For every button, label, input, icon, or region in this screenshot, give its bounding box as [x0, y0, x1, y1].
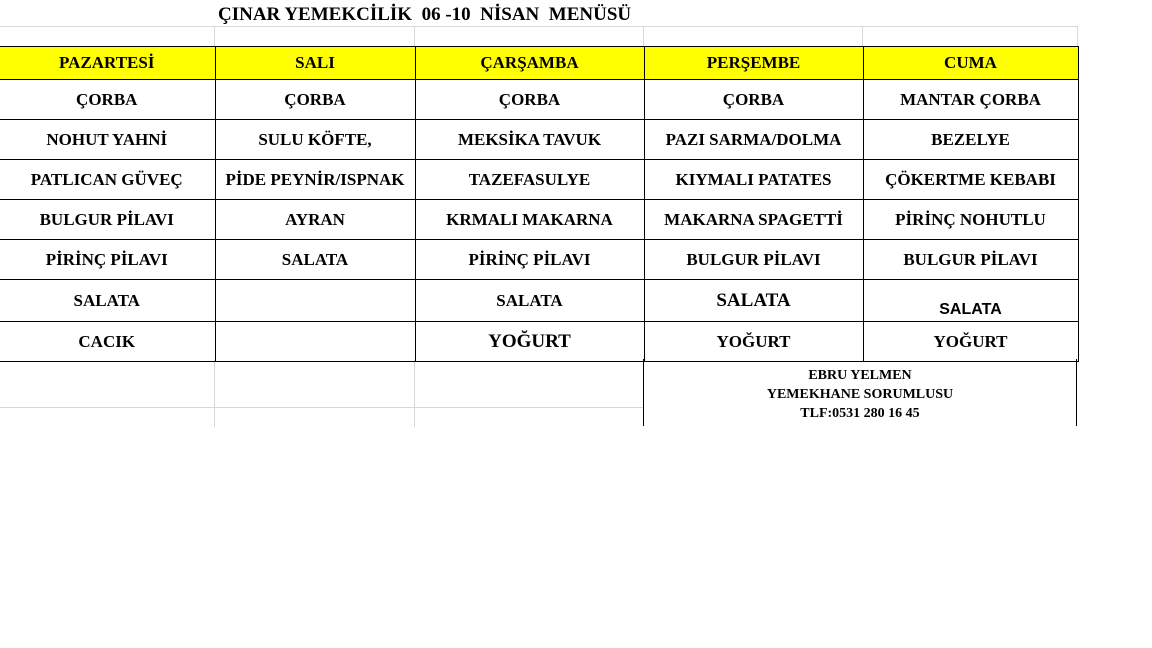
menu-cell[interactable]: SALATA — [415, 280, 644, 322]
menu-cell[interactable]: AYRAN — [215, 200, 415, 240]
menu-cell[interactable]: SALATA — [215, 240, 415, 280]
menu-cell[interactable]: PİDE PEYNİR/ISPNAK — [215, 160, 415, 200]
weekly-menu-table — [0, 46, 1079, 362]
menu-cell[interactable]: TAZEFASULYE — [415, 160, 644, 200]
menu-cell[interactable]: BULGUR PİLAVI — [863, 240, 1078, 280]
table-row — [0, 120, 1078, 160]
gridline — [1077, 26, 1078, 46]
menu-cell[interactable]: BULGUR PİLAVI — [0, 200, 215, 240]
menu-cell[interactable]: ÇORBA — [0, 80, 215, 120]
day-header-friday[interactable]: CUMA — [863, 47, 1078, 80]
table-row — [0, 240, 1078, 280]
menu-cell[interactable]: NOHUT YAHNİ — [0, 120, 215, 160]
table-row — [0, 280, 1078, 322]
menu-title: ÇINAR YEMEKCİLİK 06 -10 NİSAN MENÜSÜ — [218, 4, 632, 25]
gridline — [0, 407, 643, 408]
gridline — [414, 26, 415, 46]
menu-cell[interactable]: KIYMALI PATATES — [644, 160, 863, 200]
menu-cell[interactable]: PATLICAN GÜVEÇ — [0, 160, 215, 200]
signature-name: EBRU YELMEN — [808, 368, 912, 383]
gridline — [643, 26, 644, 46]
menu-cell[interactable]: ÇORBA — [644, 80, 863, 120]
menu-cell[interactable]: KRMALI MAKARNA — [415, 200, 644, 240]
day-header-thursday[interactable]: PERŞEMBE — [644, 47, 863, 80]
menu-cell[interactable]: YOĞURT — [644, 322, 863, 362]
table-row — [0, 200, 1078, 240]
gridline — [862, 26, 863, 46]
menu-cell[interactable]: ÇORBA — [415, 80, 644, 120]
menu-cell[interactable]: MEKSİKA TAVUK — [415, 120, 644, 160]
signature-block — [643, 359, 1077, 426]
day-header-tuesday[interactable]: SALI — [215, 47, 415, 80]
menu-cell[interactable]: CACIK — [0, 322, 215, 362]
gridline — [214, 26, 215, 46]
table-row — [0, 160, 1078, 200]
table-row — [0, 80, 1078, 120]
menu-cell[interactable]: BULGUR PİLAVI — [644, 240, 863, 280]
signature-role: YEMEKHANE SORUMLUSU — [766, 387, 954, 402]
menu-cell[interactable]: PİRİNÇ PİLAVI — [0, 240, 215, 280]
menu-cell[interactable]: BEZELYE — [863, 120, 1078, 160]
menu-cell[interactable]: SULU KÖFTE, — [215, 120, 415, 160]
menu-cell[interactable]: ÇÖKERTME KEBABI — [863, 160, 1078, 200]
day-header-row — [0, 47, 1078, 80]
menu-cell[interactable] — [215, 322, 415, 362]
signature-phone: TLF:0531 280 16 45 — [800, 406, 920, 421]
menu-cell[interactable]: YOĞURT — [863, 322, 1078, 362]
menu-cell[interactable]: PAZI SARMA/DOLMA — [644, 120, 863, 160]
menu-cell[interactable]: SALATA — [0, 280, 215, 322]
menu-cell[interactable]: MAKARNA SPAGETTİ — [644, 200, 863, 240]
gridline — [414, 360, 415, 427]
menu-cell[interactable]: PİRİNÇ PİLAVI — [415, 240, 644, 280]
gridline — [214, 360, 215, 427]
menu-cell[interactable]: ÇORBA — [215, 80, 415, 120]
day-header-wednesday[interactable]: ÇARŞAMBA — [415, 47, 644, 80]
menu-cell[interactable]: SALATA — [863, 280, 1078, 322]
menu-cell[interactable] — [215, 280, 415, 322]
menu-cell[interactable]: PİRİNÇ NOHUTLU — [863, 200, 1078, 240]
day-header-monday[interactable]: PAZARTESİ — [0, 47, 215, 80]
table-row — [0, 322, 1078, 362]
menu-cell[interactable]: SALATA — [644, 280, 863, 322]
menu-cell[interactable]: YOĞURT — [415, 322, 644, 362]
menu-cell[interactable]: MANTAR ÇORBA — [863, 80, 1078, 120]
